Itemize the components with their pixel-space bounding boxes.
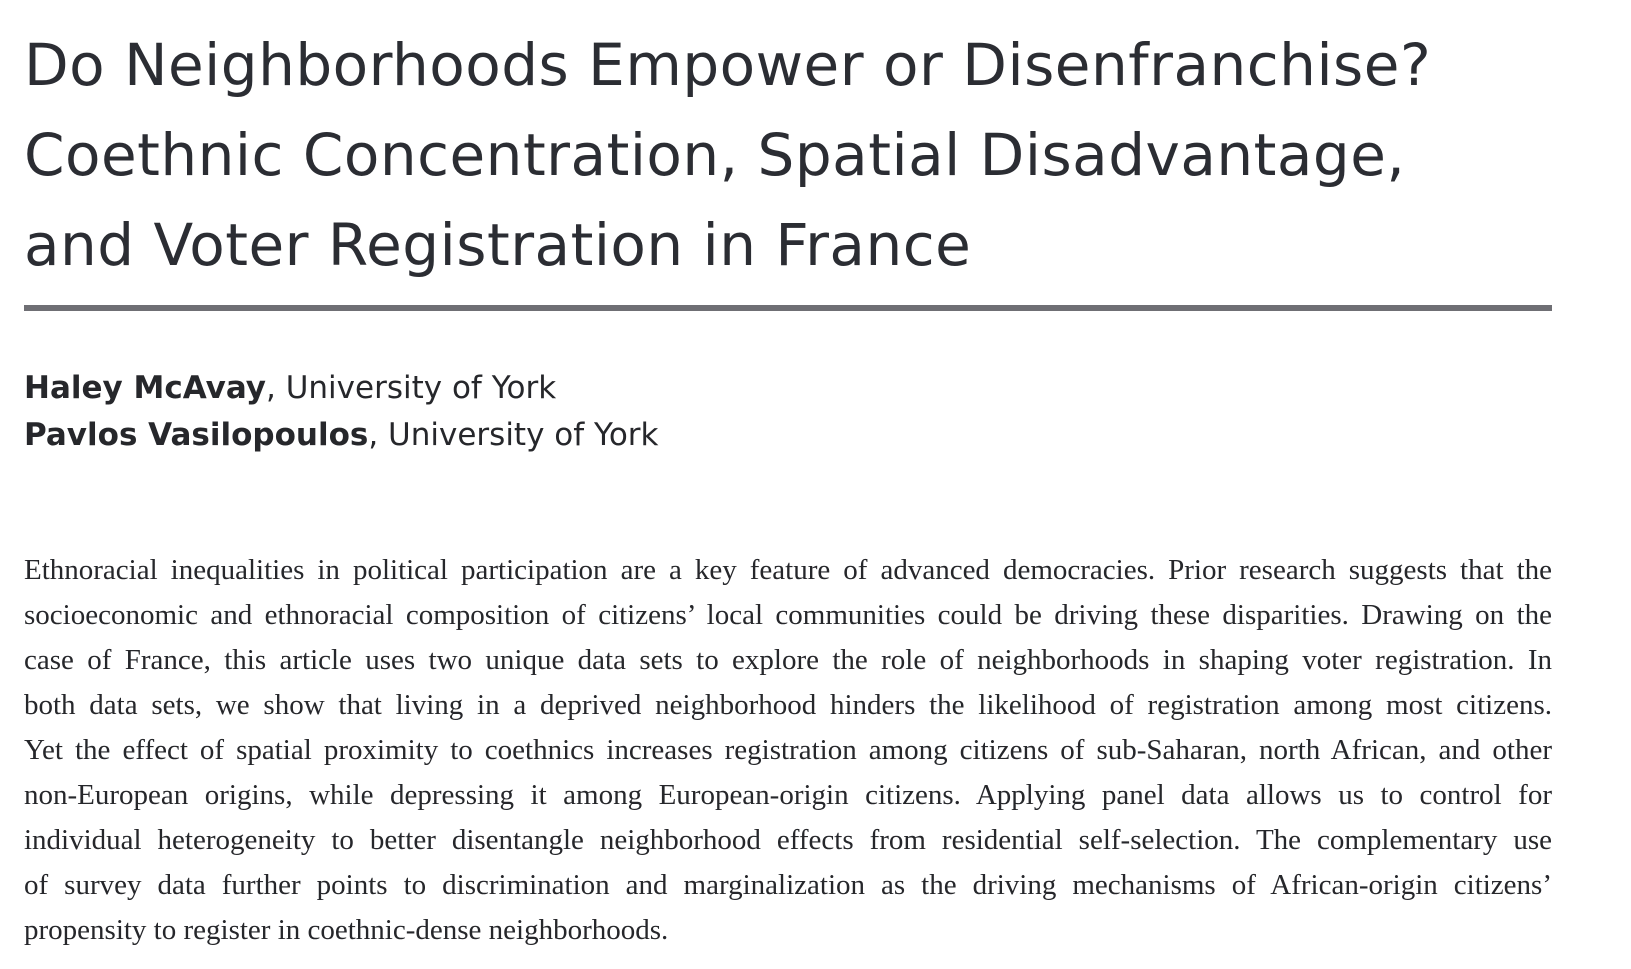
abstract-line: Ethnoracial inequalities in political participation are a key feature of advanced democracies. Prior research suggests that the (24, 554, 1552, 586)
author-name: Pavlos Vasilopoulos (24, 417, 369, 453)
abstract-line: non-European origins, while depressing it among European-origin citizens. Applying panel data allows us to control for (24, 779, 1552, 811)
author-entry (24, 412, 659, 459)
author-name: Haley McAvay (24, 370, 267, 406)
abstract-line: propensity to register in coethnic-dense neighborhoods. (24, 914, 669, 946)
article-first-page (24, 0, 1564, 946)
title-divider (24, 305, 1552, 311)
title-line: Do Neighborhoods Empower or Disenfranchise? (24, 31, 1432, 99)
title-line: and Voter Registration in France (24, 211, 972, 279)
article-title (24, 0, 1564, 290)
abstract-line: Yet the effect of spatial proximity to coethnics increases registration among citizens of sub-Saharan, north African, and other (24, 734, 1552, 766)
author-list (24, 365, 659, 459)
abstract-line: both data sets, we show that living in a deprived neighborhood hinders the likelihood of registration among most citizens. (24, 689, 1552, 721)
abstract-line: socioeconomic and ethnoracial composition of citizens’ local communities could be driving these disparities. Drawing on the (24, 599, 1552, 631)
abstract-line: case of France, this article uses two unique data sets to explore the role of neighborhoods in shaping voter registration. In (24, 644, 1552, 676)
abstract-line: individual heterogeneity to better disentangle neighborhood effects from residential self-selection. The complementary use (24, 824, 1552, 856)
author-entry (24, 365, 659, 412)
abstract-line: of survey data further points to discrimination and marginalization as the driving mechanisms of African-origin citizens’ (24, 869, 1552, 901)
author-affiliation: , University of York (368, 417, 659, 453)
author-affiliation: , University of York (266, 370, 557, 406)
title-line: Coethnic Concentration, Spatial Disadvantage, (24, 121, 1406, 189)
abstract (24, 548, 1552, 953)
